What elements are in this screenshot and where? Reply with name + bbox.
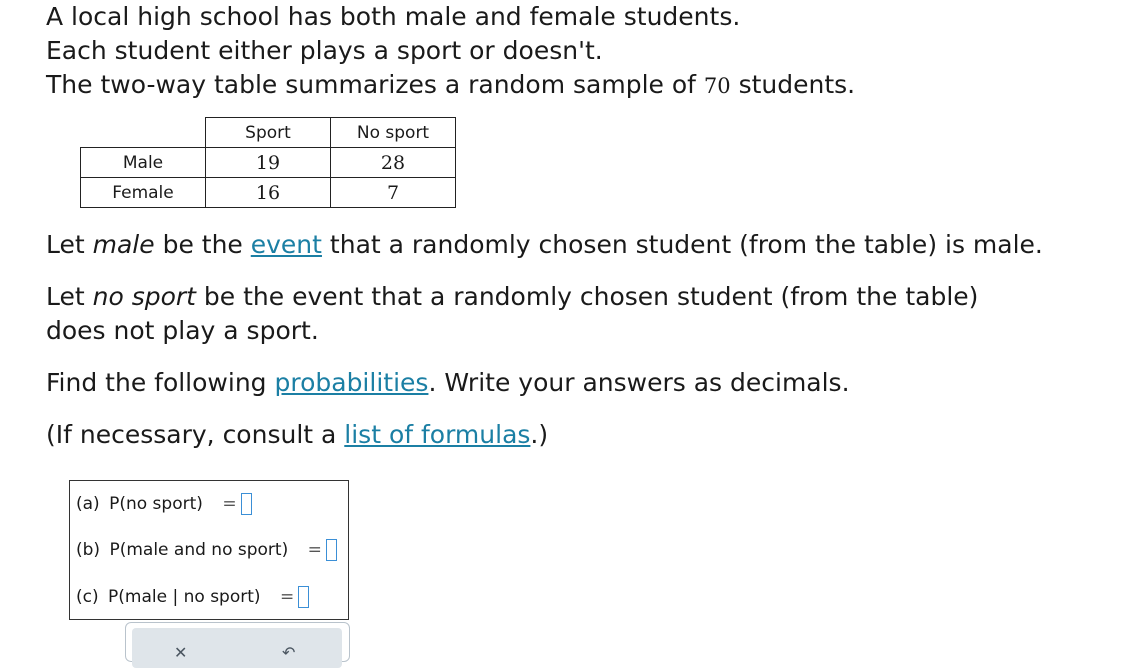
- question-letter: (a): [76, 494, 100, 514]
- definition-male: [46, 228, 1043, 262]
- p3-prefix: Find the following: [46, 368, 275, 397]
- cell-female-no-sport: 7: [331, 178, 456, 208]
- intro-line-1: A local high school has both male and female students.: [46, 2, 741, 31]
- col-header-no-sport: No sport: [331, 118, 456, 148]
- p4-suffix: .): [530, 420, 549, 449]
- answer-toolbar: [125, 622, 350, 662]
- toolbar-panel: [132, 628, 342, 668]
- col-header-sport: Sport: [206, 118, 331, 148]
- sample-size: 70: [703, 74, 731, 98]
- question-expression: P(male and no sport): [109, 540, 289, 560]
- question-a: [76, 493, 252, 515]
- probabilities-link[interactable]: probabilities: [274, 368, 429, 397]
- instructions: [46, 366, 850, 400]
- p1-suffix: that a randomly chosen student (from the table) is male.: [321, 230, 1043, 259]
- table-corner: [81, 118, 206, 148]
- cell-male-sport: 19: [206, 148, 331, 178]
- p2-rest: be the event that a randomly chosen student (from the table): [195, 282, 979, 311]
- p2-line-1: [46, 280, 978, 314]
- table-row: [81, 148, 456, 178]
- intro-line-3-prefix: The two-way table summarizes a random sample of: [46, 70, 704, 99]
- question-c: [76, 586, 309, 608]
- row-header-male: Male: [81, 148, 206, 178]
- p2-italic: no sport: [92, 282, 196, 311]
- table-header-row: [81, 118, 456, 148]
- question-letter: (c): [76, 587, 99, 607]
- p2-line-2: does not play a sport.: [46, 316, 319, 345]
- question-expression: P(no sport): [109, 494, 203, 514]
- answer-input-a[interactable]: [241, 493, 252, 515]
- intro-line-2: Each student either plays a sport or doesn't.: [46, 36, 603, 65]
- equals-sign: =: [222, 494, 237, 514]
- table-row: [81, 178, 456, 208]
- formulas-note: [46, 418, 548, 452]
- p1-prefix: Let: [46, 230, 93, 259]
- event-link[interactable]: event: [250, 230, 322, 259]
- p2-prefix: Let: [46, 282, 93, 311]
- equals-sign: =: [307, 540, 322, 560]
- clear-x-icon[interactable]: ✕: [174, 643, 188, 662]
- p4-prefix: (If necessary, consult a: [46, 420, 345, 449]
- p3-suffix: . Write your answers as decimals.: [428, 368, 850, 397]
- answer-input-c[interactable]: [298, 586, 309, 608]
- intro-line-3-suffix: students.: [730, 70, 856, 99]
- question-expression: P(male | no sport): [108, 587, 261, 607]
- list-of-formulas-link[interactable]: list of formulas: [344, 420, 531, 449]
- undo-icon[interactable]: ↶: [282, 643, 296, 662]
- p1-italic: male: [92, 230, 155, 259]
- definition-no-sport: [46, 280, 978, 348]
- cell-male-no-sport: 28: [331, 148, 456, 178]
- problem-intro: [46, 0, 855, 103]
- answer-input-b[interactable]: [326, 539, 337, 561]
- row-header-female: Female: [81, 178, 206, 208]
- intro-line-3: [46, 68, 855, 103]
- question-b: [76, 539, 337, 561]
- equals-sign: =: [279, 587, 295, 607]
- question-letter: (b): [76, 540, 101, 560]
- cell-female-sport: 16: [206, 178, 331, 208]
- p1-mid: be the: [154, 230, 251, 259]
- answer-box: [69, 480, 349, 620]
- two-way-table: [80, 117, 456, 208]
